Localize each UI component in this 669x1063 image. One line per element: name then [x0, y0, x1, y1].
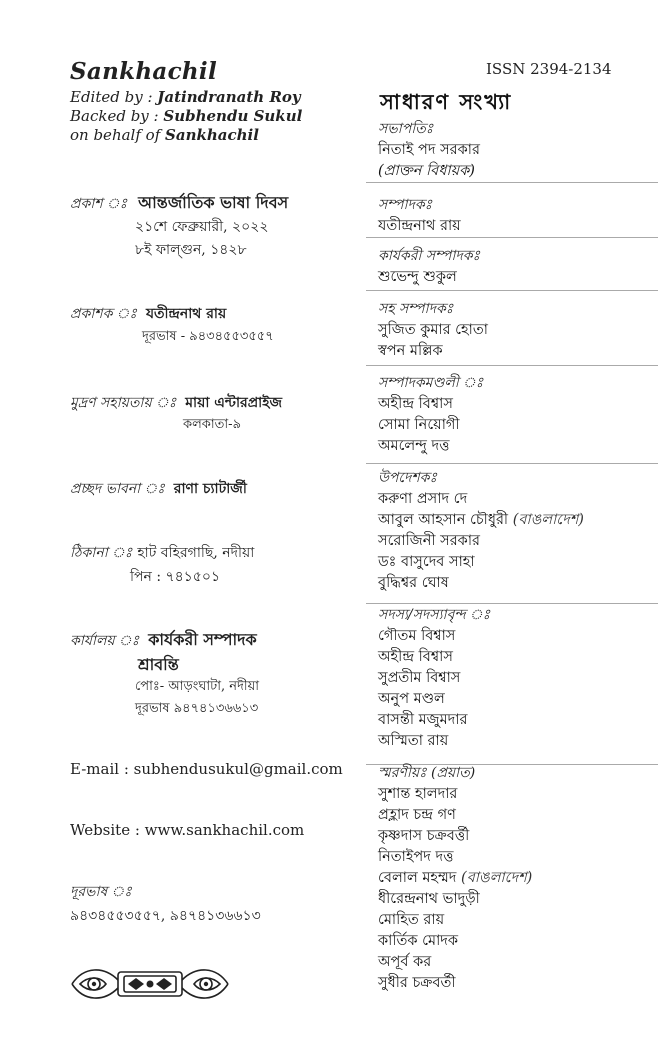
- office-po: পোঃ- আড়ংঘাটা, নদীয়া: [135, 679, 260, 694]
- section-members: [378, 604, 658, 752]
- member-name: স্বপন মল্লিক: [378, 343, 443, 359]
- member-name: করুণা প্রসাদ দে: [378, 491, 468, 507]
- section-executive-editor: [378, 245, 658, 288]
- member-name: অপূর্ব কর: [378, 954, 432, 970]
- phone-label: দূরভাষ ঃ: [70, 884, 132, 900]
- member-name: [378, 510, 658, 531]
- section-president: [378, 118, 658, 182]
- address-row: [70, 541, 254, 565]
- published-row: [70, 190, 288, 217]
- section-title: সদস্য/সদস্যাবৃন্দ ঃ: [378, 607, 491, 623]
- website-line[interactable]: Website : www.sankhachil.com: [70, 821, 305, 839]
- print-city: কলকাতা-৯: [183, 417, 241, 432]
- issue-heading: সাধারণ সংখ্যা: [380, 89, 513, 114]
- section-title: স্মরণীয়ঃ (প্রয়াত): [378, 765, 476, 781]
- magazine-title: Sankhachil: [70, 58, 217, 85]
- office-label: কার্যালয় ঃ: [70, 633, 140, 649]
- member-name: বাসন্তী মজুমদার: [378, 712, 468, 728]
- member-name: সুধীর চক্রবর্তী: [378, 975, 456, 991]
- member-name: গৌতম বিশ্বাস: [378, 628, 456, 644]
- member-note: (প্রাক্তন বিধায়ক): [378, 163, 475, 179]
- published-date-bengali: ৮ই ফাল্গুন, ১৪২৮: [135, 242, 247, 258]
- address-value: হাট বহিরগাছি, নদীয়া: [137, 545, 255, 561]
- publisher-phone: দূরভাষ - ৯৪৩৪৫৫৩৫৫৭: [142, 329, 274, 344]
- member-name: ধীরেন্দ্রনাথ ভাদুড়ী: [378, 891, 480, 907]
- print-row: [70, 391, 282, 415]
- address-label: ঠিকানা ঃ: [70, 545, 133, 561]
- member-name: সোমা নিয়োগী: [378, 417, 460, 433]
- cover-row: [70, 477, 247, 501]
- member-name: বুদ্ধিশ্বর ঘোষ: [378, 575, 449, 591]
- office-value: কার্যকরী সম্পাদক: [148, 630, 257, 649]
- member-country-note: (বাঙলাদেশ): [461, 870, 533, 886]
- member-country-note: (বাঙলাদেশ): [512, 512, 584, 528]
- edited-by-label: Edited by :: [70, 88, 158, 106]
- editor-name: Jatindranath Roy: [157, 88, 301, 106]
- behalf-label: on behalf of: [70, 126, 166, 144]
- member-name: নিতাইপদ দত্ত: [378, 849, 454, 865]
- member-name: অহীন্দ্র বিশ্বাস: [378, 649, 453, 665]
- issn-number: ISSN 2394-2134: [486, 60, 612, 78]
- email-line[interactable]: E-mail : subhendusukul@gmail.com: [70, 760, 343, 778]
- published-label: প্রকাশ ঃ: [70, 196, 128, 212]
- member-name: নিতাই পদ সরকার: [378, 142, 480, 158]
- section-co-editors: [378, 298, 658, 362]
- phone-numbers: ৯৪৩৪৫৫৩৫৫৭, ৯৪৭৪১৩৬৬১৩: [70, 908, 261, 924]
- member-name: সুশান্ত হালদার: [378, 786, 458, 802]
- section-title: সহ সম্পাদকঃ: [378, 301, 454, 317]
- member-name: ডঃ বাসুদেব সাহা: [378, 554, 475, 570]
- member-name: [378, 868, 658, 889]
- publisher-value: যতীন্দ্রনাথ রায়: [145, 306, 227, 322]
- member-name-text: আবুল আহসান চৌধুরী: [378, 512, 513, 528]
- print-value: মায়া এন্টারপ্রাইজ: [185, 395, 283, 411]
- section-editorial-board: [378, 372, 658, 457]
- published-date-gregorian: ২১শে ফেব্রুয়ারী, ২০২২: [135, 219, 269, 235]
- member-name: যতীন্দ্রনাথ রায়: [378, 218, 461, 234]
- cover-label: প্রচ্ছদ ভাবনা ঃ: [70, 481, 165, 497]
- member-name-text: বেলাল মহম্মদ: [378, 870, 462, 886]
- member-name: প্রহ্লাদ চন্দ্র গণ: [378, 807, 456, 823]
- member-name: কৃষ্ণদাস চক্রবর্ত্তী: [378, 828, 470, 844]
- section-in-memoriam: [378, 762, 658, 994]
- section-title: উপদেশকঃ: [378, 470, 437, 486]
- section-advisors: [378, 467, 658, 594]
- backed-by-label: Backed by :: [70, 107, 164, 125]
- member-name: অহীন্দ্র বিশ্বাস: [378, 396, 453, 412]
- section-title: কার্যকরী সম্পাদকঃ: [378, 248, 481, 264]
- section-editor: [378, 194, 658, 237]
- member-name: সরোজিনী সরকার: [378, 533, 480, 549]
- member-name: মোহিত রায়: [378, 912, 445, 928]
- member-name: সুপ্রতীম বিশ্বাস: [378, 670, 461, 686]
- print-label: মুদ্রণ সহায়তায় ঃ: [70, 395, 177, 411]
- published-value: আন্তর্জাতিক ভাষা দিবস: [138, 193, 289, 212]
- member-name: অমলেন্দু দত্ত: [378, 438, 450, 454]
- office-phone: দূরভাষ ৯৪৭৪১৩৬৬১৩: [135, 701, 259, 716]
- office-row: [70, 627, 257, 654]
- section-title: সম্পাদকমণ্ডলী ঃ: [378, 375, 484, 391]
- backer-name: Subhendu Sukul: [163, 107, 303, 125]
- publisher-label: প্রকাশক ঃ: [70, 306, 137, 322]
- member-name: শুভেন্দু শুকুল: [378, 269, 457, 285]
- backed-by-line: [70, 107, 302, 125]
- committee-list: [378, 118, 658, 994]
- decorative-ornament: [70, 962, 230, 1006]
- edited-by-line: [70, 88, 301, 106]
- behalf-name: Sankhachil: [165, 126, 259, 144]
- address-pin: পিন : ৭৪১৫০১: [130, 569, 221, 585]
- office-name: শ্রাবন্তি: [138, 655, 179, 674]
- behalf-line: [70, 126, 259, 144]
- section-title: সম্পাদকঃ: [378, 197, 433, 213]
- cover-value: রাণা চ্যাটার্জী: [173, 481, 247, 497]
- member-name: অস্মিতা রায়: [378, 733, 449, 749]
- section-title: সভাপতিঃ: [378, 121, 434, 137]
- publisher-row: [70, 302, 226, 326]
- member-name: অনুপ মণ্ডল: [378, 691, 445, 707]
- member-name: সুজিত কুমার হোতা: [378, 322, 488, 338]
- member-name: কার্তিক মোদক: [378, 933, 459, 949]
